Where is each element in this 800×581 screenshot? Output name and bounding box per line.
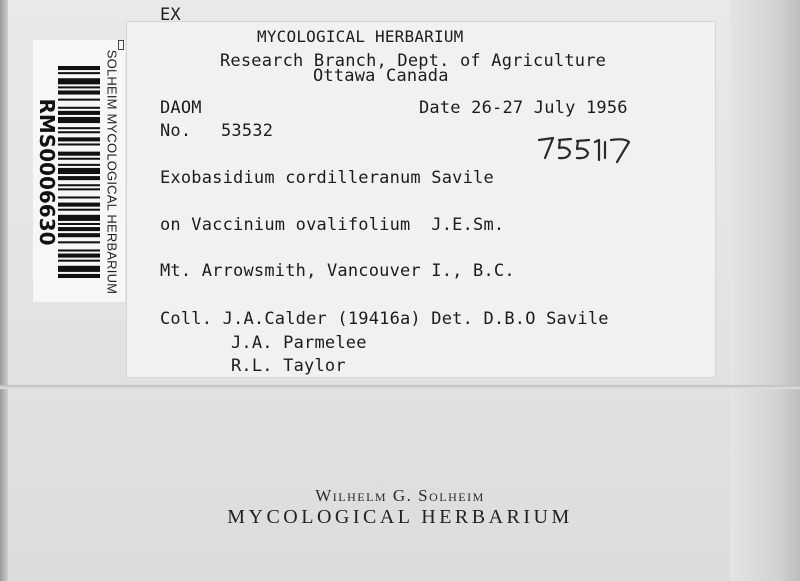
- barcode-bar: [58, 158, 100, 160]
- barcode-bar: [58, 176, 100, 180]
- barcode-id: RMS0006630: [35, 98, 59, 246]
- ex-marker: EX: [160, 5, 181, 25]
- barcode-bar: [58, 196, 100, 198]
- collector-2: J.A. Parmelee: [231, 333, 367, 353]
- envelope-fold: [0, 385, 800, 389]
- barcode-bar: [58, 168, 100, 174]
- corner-mark: [118, 40, 124, 50]
- barcode-bar: [58, 117, 100, 123]
- taxon-name: Exobasidium cordilleranum Savile: [160, 168, 494, 188]
- barcode-bar: [58, 137, 100, 141]
- collection-date: Date 26-27 July 1956: [419, 98, 628, 118]
- barcode-bar: [58, 90, 100, 94]
- accession-number: 53532: [221, 121, 274, 141]
- barcode-bar: [58, 209, 100, 211]
- stamp-herbarium: MYCOLOGICAL HERBARIUM: [227, 506, 573, 528]
- location: Ottawa Canada: [313, 66, 449, 86]
- stamp-name: Wilhelm G. Solheim: [315, 486, 485, 505]
- barcode-bar: [58, 233, 100, 237]
- handwritten-number: [533, 128, 643, 168]
- barcode-bar: [58, 266, 100, 272]
- collector-line: Coll. J.A.Calder (19416a) Det. D.B.O Savile: [160, 309, 609, 329]
- barcode-bar: [58, 241, 100, 243]
- host-plant: on Vaccinium ovalifolium J.E.Sm.: [160, 215, 505, 235]
- barcode-bar: [58, 215, 100, 221]
- barcode-bar: [58, 164, 100, 166]
- barcode-bar: [58, 260, 100, 262]
- barcode-bar: [58, 72, 100, 74]
- barcode-graphic: [58, 66, 100, 278]
- barcode-bar: [58, 143, 100, 145]
- collector-3: R.L. Taylor: [231, 356, 346, 376]
- barcode-bar: [58, 188, 100, 190]
- barcode-bar: [58, 78, 100, 84]
- barcode-bar: [58, 107, 100, 109]
- institution: Research Branch, Dept. of Agriculture: [220, 51, 607, 71]
- collection-code: DAOM: [160, 98, 202, 118]
- barcode-bar: [58, 184, 100, 186]
- barcode-bar: [58, 152, 100, 156]
- locality: Mt. Arrowsmith, Vancouver I., B.C.: [160, 261, 515, 281]
- barcode-bar: [58, 223, 100, 225]
- barcode-bar: [58, 131, 100, 133]
- barcode-bar: [58, 249, 100, 251]
- barcode-bar: [58, 66, 100, 70]
- barcode-bar: [58, 203, 100, 207]
- barcode-bar: [58, 274, 100, 278]
- barcode-bar: [58, 86, 100, 88]
- barcode-caption: SOLHEIM MYCOLOGICAL HERBARIUM: [104, 49, 120, 295]
- number-label: No.: [160, 121, 192, 141]
- herbarium-title: MYCOLOGICAL HERBARIUM: [257, 27, 464, 46]
- barcode-bar: [58, 127, 100, 129]
- barcode-bar: [58, 111, 100, 115]
- barcode-bar: [58, 254, 100, 258]
- barcode-bar: [58, 99, 100, 101]
- barcode-bar: [58, 227, 100, 231]
